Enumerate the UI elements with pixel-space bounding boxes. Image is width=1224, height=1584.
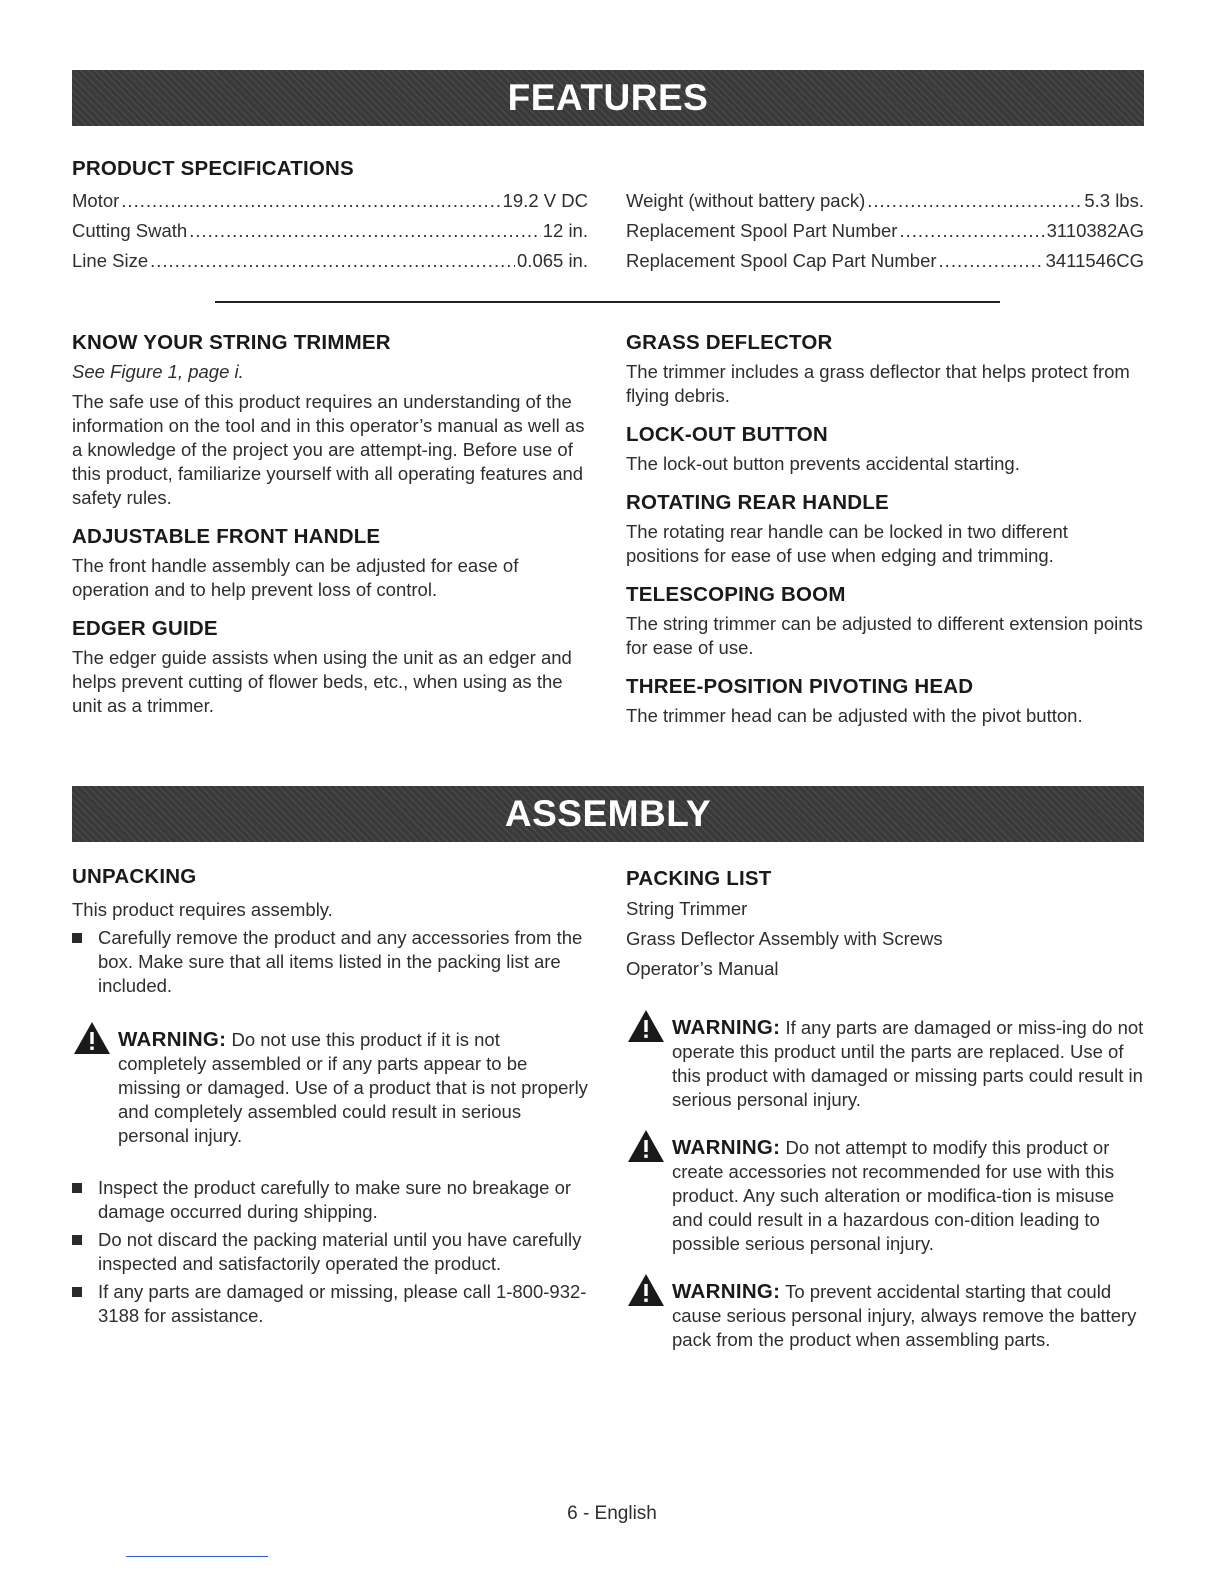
section-divider — [215, 301, 1000, 303]
warning-text: Do not use this product if it is not completely assembled or if any parts appear to be missing or damaged. Use of a product that is not properly and completely assembled could result in serious personal injury. — [118, 1029, 588, 1146]
warning-triangle-icon — [626, 1272, 666, 1308]
section-heading: THREE-POSITION PIVOTING HEAD — [626, 675, 974, 698]
spec-label: Line Size — [72, 250, 149, 271]
spec-row — [72, 246, 588, 276]
know-your-trimmer-section — [72, 330, 588, 510]
warning-label: WARNING: — [672, 1016, 781, 1039]
spec-value: 5.3 lbs. — [1084, 190, 1144, 211]
warning-block — [626, 1016, 1144, 1112]
spec-value: 19.2 V DC — [502, 190, 588, 211]
spec-value: 3110382AG — [1046, 220, 1144, 241]
spec-label: Replacement Spool Cap Part Number — [626, 250, 937, 271]
spec-row — [626, 216, 1144, 246]
packing-item: Grass Deflector Assembly with Screws — [626, 928, 943, 949]
product-specifications — [72, 156, 1144, 182]
list-item — [72, 1228, 588, 1276]
spec-label: Weight (without battery pack) — [626, 190, 866, 211]
features-title: FEATURES — [507, 77, 709, 118]
bullet-text: Do not discard the packing material until you have carefully inspected and satisfactorily operated the product. — [98, 1229, 582, 1274]
packing-list-heading: PACKING LIST — [626, 867, 772, 890]
packing-item: Operator’s Manual — [626, 958, 779, 979]
bullet-square-icon — [72, 1287, 82, 1297]
warning-label: WARNING: — [118, 1028, 227, 1051]
spec-value: 3411546CG — [1045, 250, 1144, 271]
warning-block — [626, 1136, 1144, 1256]
list-item — [72, 1280, 588, 1328]
spec-value: 12 in. — [542, 220, 588, 241]
section-heading: LOCK-OUT BUTTON — [626, 423, 828, 446]
packing-item: String Trimmer — [626, 898, 748, 919]
features-banner — [72, 70, 1144, 126]
section-text: The trimmer head can be adjusted with the pivot button. — [626, 705, 1083, 726]
bullet-square-icon — [72, 933, 82, 943]
spec-row — [626, 186, 1144, 216]
section-text: The lock-out button prevents accidental starting. — [626, 453, 1020, 474]
specs-heading: PRODUCT SPECIFICATIONS — [72, 157, 354, 180]
features-right-column — [626, 330, 1144, 742]
section-heading: ROTATING REAR HANDLE — [626, 491, 889, 514]
section-text: The front handle assembly can be adjusted for ease of operation and to help prevent loss of control. — [72, 555, 519, 600]
footnote-rule — [126, 1556, 268, 1557]
section-heading: GRASS DEFLECTOR — [626, 331, 833, 354]
section-text: The string trimmer can be adjusted to different extension points for ease of use. — [626, 613, 1143, 658]
warning-text: To prevent accidental starting that could cause serious personal injury, always remove the battery pack from the product when assembling parts. — [672, 1281, 1137, 1350]
assembly-banner — [72, 786, 1144, 842]
list-item — [72, 1176, 588, 1224]
spec-label: Motor — [72, 190, 120, 211]
bullet-square-icon — [72, 1183, 82, 1193]
warning-text: Do not attempt to modify this product or create accessories not recommended for use with this product. Any such alteration or modifica-tion is misuse and could result in a hazardous con-dition leading to possible serious personal injury. — [672, 1137, 1115, 1254]
section-heading: ADJUSTABLE FRONT HANDLE — [72, 525, 381, 548]
bullet-text: Inspect the product carefully to make sure no breakage or damage occurred during shipping. — [98, 1177, 572, 1222]
section-text: The rotating rear handle can be locked in two different positions for ease of use when edging and trimming. — [626, 521, 1068, 566]
spec-value: 0.065 in. — [517, 250, 588, 271]
section-text: The edger guide assists when using the unit as an edger and helps prevent cutting of flower beds, etc., when using as the unit as a trimmer. — [72, 647, 572, 716]
warning-block — [626, 1280, 1144, 1352]
spec-row — [72, 216, 588, 246]
bullet-text: If any parts are damaged or missing, please call 1-800-932-3188 for assistance. — [98, 1281, 587, 1326]
section-heading: EDGER GUIDE — [72, 617, 218, 640]
features-left-column — [72, 330, 588, 732]
unpacking-column — [72, 864, 588, 1332]
page-footer: 6 - English — [567, 1503, 657, 1524]
front-handle-section — [72, 524, 588, 602]
pivoting-head-section — [626, 674, 1144, 728]
section-heading: KNOW YOUR STRING TRIMMER — [72, 331, 391, 354]
warning-label: WARNING: — [672, 1280, 781, 1303]
bullet-text: Carefully remove the product and any accessories from the box. Make sure that all items listed in the packing list are included. — [98, 927, 583, 996]
unpacking-heading: UNPACKING — [72, 865, 197, 888]
warning-text: If any parts are damaged or miss-ing do not operate this product until the parts are replaced. Use of this product with damaged or missing parts could result in serious personal injury. — [672, 1017, 1144, 1110]
warning-block — [72, 1028, 588, 1148]
specs-right-column — [626, 186, 1144, 276]
spec-label: Cutting Swath — [72, 220, 188, 241]
section-text: The trimmer includes a grass deflector that helps protect from flying debris. — [626, 361, 1130, 406]
spec-row — [626, 246, 1144, 276]
assembly-title: ASSEMBLY — [504, 793, 712, 834]
lockout-button-section — [626, 422, 1144, 476]
section-text: The safe use of this product requires an understanding of the information on the tool and in this operator’s manual as well as a knowledge of the project you are attempt-ing. Before use of this product, familiarize yourself with all operating features and safety rules. — [72, 391, 585, 508]
list-item — [72, 926, 588, 998]
grass-deflector-section — [626, 330, 1144, 408]
bullet-square-icon — [72, 1235, 82, 1245]
edger-guide-section — [72, 616, 588, 718]
warning-triangle-icon — [72, 1020, 112, 1056]
unpacking-intro: This product requires assembly. — [72, 899, 333, 920]
warning-label: WARNING: — [672, 1136, 781, 1159]
specs-left-column — [72, 186, 588, 276]
spec-label: Replacement Spool Part Number — [626, 220, 898, 241]
telescoping-boom-section — [626, 582, 1144, 660]
spec-row — [72, 186, 588, 216]
figure-reference: See Figure 1, page i. — [72, 361, 244, 382]
warning-triangle-icon — [626, 1128, 666, 1164]
packing-list-column — [626, 866, 1144, 1376]
section-heading: TELESCOPING BOOM — [626, 583, 846, 606]
warning-triangle-icon — [626, 1008, 666, 1044]
rear-handle-section — [626, 490, 1144, 568]
